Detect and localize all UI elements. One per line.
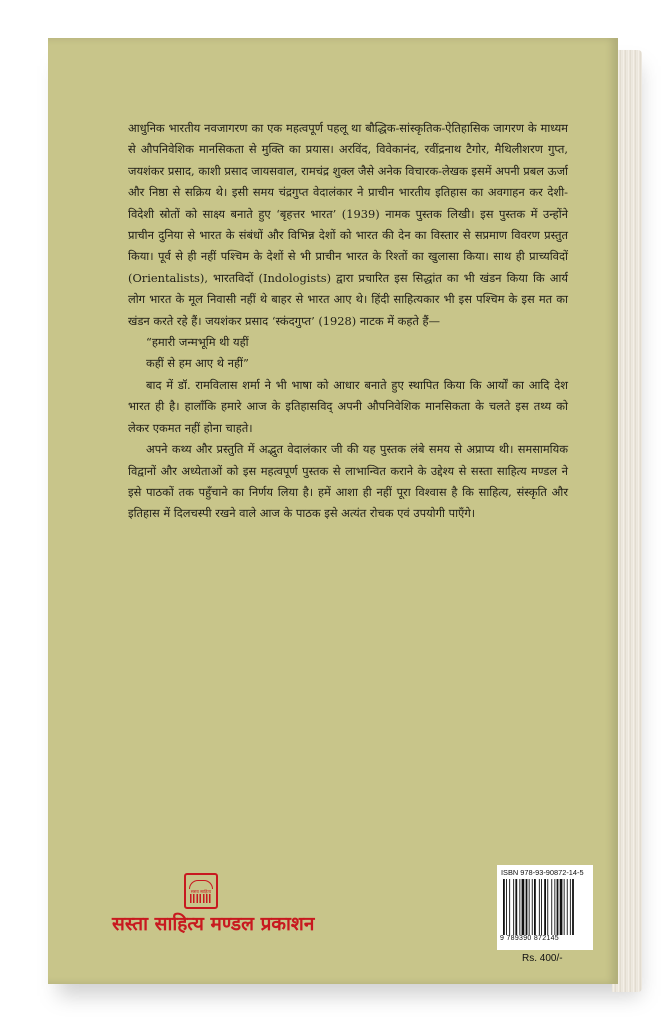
isbn-text: ISBN 978-93-90872-14-5	[501, 868, 584, 877]
publisher-name: सस्ता साहित्य मण्डल प्रकाशन	[112, 913, 315, 935]
back-cover-blurb	[128, 118, 568, 525]
blurb-paragraph-3: अपने कथ्य और प्रस्तुति में अद्भुत वेदालंकार जी की यह पुस्तक लंबे समय से अप्राप्य थी। समसामयिक विद्वानों और अध्येताओं को इस महत्वपूर्ण पुस्तक से लाभान्वित कराने के उद्देश्य से सस्ता साहित्य मण्डल ने इसे पाठकों तक पहुँचाने का निर्णय लिया है। हमें आशा ही नहीं पूरा विश्वास है कि साहित्य, संस्कृति और इतिहास में दिलचस्पी रखने वाले आज के पाठक इसे अत्यंत रोचक एवं उपयोगी पाएँगे।	[128, 442, 568, 521]
publisher-logo-icon	[184, 873, 218, 909]
barcode-digits: 9 789390 872145	[500, 935, 559, 942]
blurb-paragraph-2: बाद में डॉ. रामविलास शर्मा ने भी भाषा को आधार बनाते हुए स्थापित किया कि आर्यों का आदि देश भारत ही है। हालाँकि हमारे आज के इतिहासविद् अपनी औपनिवेशिक मानसिकता के चलते इस तथ्य को लेकर एकमत नहीं होना चाहते।	[128, 377, 568, 435]
logo-arch	[189, 880, 213, 889]
blurb-verse-line-1: “हमारी जन्मभूमि थी यहीं	[146, 335, 249, 350]
logo-text: सस्ता साहित्य	[190, 888, 212, 894]
blurb-paragraph-1: आधुनिक भारतीय नवजागरण का एक महत्वपूर्ण पहलू था बौद्धिक-सांस्कृतिक-ऐतिहासिक जागरण के माध्यम से औपनिवेशिक मानसिकता से मुक्ति का प्रयास। अरविंद, विवेकानंद, रवींद्रनाथ टैगोर, मैथिलीशरण गुप्त, जयशंकर प्रसाद, काशी प्रसाद जायसवाल, रामचंद्र शुक्ल जैसे अनेक विचारक-लेखक इसमें अपनी प्रबल ऊर्जा और निष्ठा से सक्रिय थे। इसी समय चंद्रगुप्त वेदालंकार ने प्राचीन भारतीय इतिहास का अवगाहन कर देशी-विदेशी स्रोतों को साक्ष्य बनाते हुए ‘बृहत्तर भारत’ (1939) नामक पुस्तक लिखी। इस पुस्तक में उन्होंने प्राचीन दुनिया से भारत के संबंधों और विभिन्न देशों को भारत की देन का विस्तार से सप्रमाण विवरण प्रस्तुत किया। पूर्व से ही नहीं पश्चिम के देशों से भी प्राचीन भारत के रिश्तों का खुलासा किया। साथ ही प्राच्यविदों (Orientalists), भारतविदों (Indologists) द्वारा प्रचारित इस सिद्धांत का भी खंडन किया कि आर्य लोग भारत के मूल निवासी नहीं थे बाहर से भारत आए थे। हिंदी साहित्यकार भी इस पश्चिम के इस मत का खंडन करते रहे हैं। जयशंकर प्रसाद ‘स्कंदगुप्त’ (1928) नाटक में कहते हैं—	[128, 121, 568, 328]
isbn-barcode	[497, 865, 593, 950]
barcode-bars	[503, 879, 587, 935]
price-label: Rs. 400/-	[522, 953, 563, 964]
logo-bars	[190, 894, 212, 903]
blurb-verse-line-2: कहीं से हम आए थे नहीं”	[146, 356, 249, 371]
